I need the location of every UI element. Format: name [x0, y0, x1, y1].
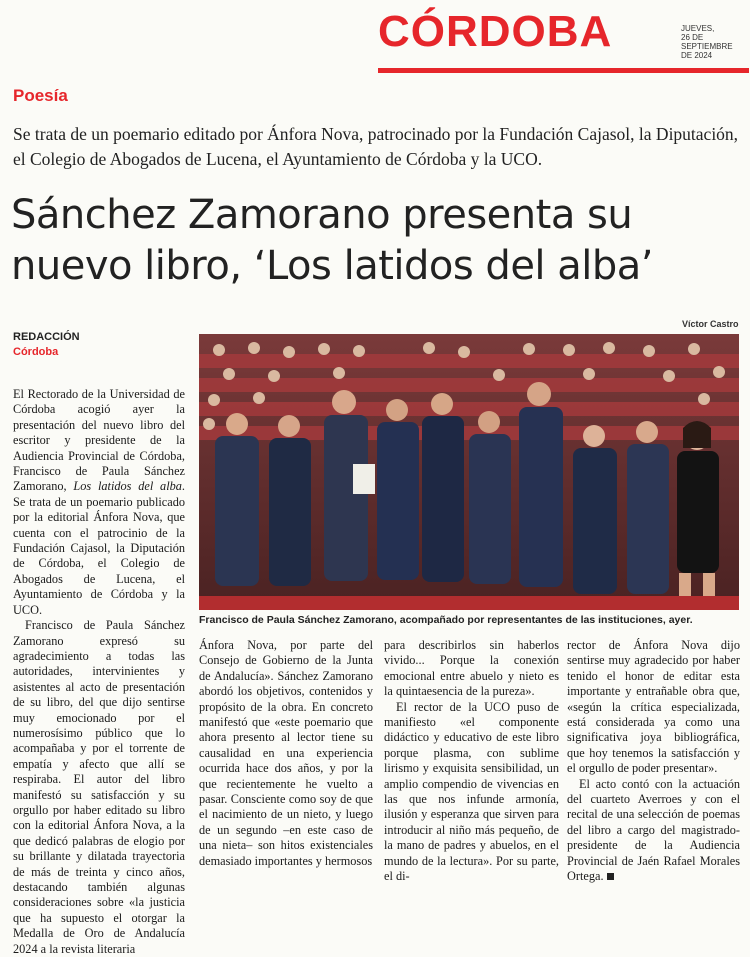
group-photo-illustration — [199, 334, 739, 610]
person-7 — [519, 382, 563, 587]
date-day-month: 26 DE SEPTIEMBRE — [681, 33, 733, 51]
headline — [11, 190, 741, 292]
person-9 — [627, 421, 669, 594]
body-text: El Rectorado de la Universidad de Córdoba acogió ayer la presentación del nuevo libro del escritor y presidente de la Audiencia Provincial de Córdoba, Francisco de Paula Sánchez Zamorano, — [13, 387, 185, 494]
person-1 — [215, 413, 259, 586]
section-label: Poesía — [13, 86, 68, 105]
article-photo — [199, 334, 739, 610]
masthead-title: CÓRDOBA — [378, 7, 613, 56]
book-title: Los latidos del alba — [73, 479, 182, 494]
body-text: El acto contó con la actuación del cuarteto Averroes y con el recital de una selección de poemas del libro a cargo del magistrado-presidente de la Audiencia Provincial de Jaén Rafael Morales Ortega. — [567, 776, 740, 884]
byline-city: Córdoba — [13, 346, 59, 358]
person-5 — [422, 393, 464, 582]
masthead-date — [681, 24, 747, 60]
body-paragraph — [567, 777, 740, 885]
body-paragraph: Francisco de Paula Sánchez Zamorano expresó su agradecimiento a todas las autoridades, intervinientes y asistentes al acto de presentación de su libro, del que dijo sentirse muy emocionado por el numerosísimo público que lo acompañaba y por el torrente de empatía y afecto que allí se respiraba. El autor del libro manifestó su satisfacción y su orgullo por haber editado su libro con la editorial Ánfora Nova, a la que dedicó palabras de elogio por su brillante y dilatada trayectoria de más de treinta y cinco años, destacando también algunas consideraciones sobre «la justicia que ha supuesto el otorgar la Medalla de Oro de Andalucía 2024 a la revista literaria — [13, 618, 185, 956]
end-of-article-mark — [607, 873, 614, 880]
photo-credit: Víctor Castro — [682, 319, 739, 329]
body-paragraph — [13, 387, 185, 618]
date-year: DE 2024 — [681, 51, 713, 60]
body-column-3 — [384, 638, 559, 885]
deck: Se trata de un poemario editado por Ánfora Nova, patrocinado por la Fundación Cajasol, la Diputación, el Colegio de Abogados de Lucena, el Ayuntamiento de Córdoba y la UCO. — [13, 124, 739, 169]
date-weekday: JUEVES, — [681, 24, 715, 33]
body-paragraph: rector de Ánfora Nova dijo sentirse muy agradecido por haber tenido el honor de editar esta importante y entrañable obra que, «según la crítica especializada, está considerada ya como una significativa joya bibliográfica, que hoy tenemos la satisfacción y el orgullo de poder presentar». — [567, 638, 740, 776]
headline-line-1: Sánchez Zamorano presenta su — [11, 192, 633, 238]
person-6 — [469, 411, 511, 584]
person-4 — [377, 399, 419, 580]
body-column-4 — [567, 638, 740, 885]
headline-line-2: nuevo libro, ‘Los latidos del alba’ — [11, 243, 653, 289]
body-column-1 — [13, 387, 185, 957]
person-2 — [269, 415, 311, 586]
body-column-2 — [199, 638, 373, 869]
masthead-rule — [378, 68, 749, 73]
person-8 — [573, 425, 617, 594]
photo-caption: Francisco de Paula Sánchez Zamorano, acompañado por representantes de las instituciones, ayer. — [199, 614, 693, 626]
body-text: . Se trata de un poemario publicado por la editorial Ánfora Nova, que cuenta con el patrocinio de la Fundación Cajasol, la Diputación de Córdoba, el Colegio de Abogados de Lucena, el Ayuntamiento de Córdoba y la UCO. — [13, 479, 185, 617]
body-paragraph: Ánfora Nova, por parte del Consejo de Gobierno de la Junta de Andalucía». Sánchez Zamorano abordó los objetivos, contenidos y propósito de la obra. En concreto manifestó que «este poemario que ahora presento al lector tiene su causalidad en una experiencia ocurrida hace dos años, y por la que recientemente he vuelto a pasar. Consciente como soy de que el nacimiento de un nieto, y luego de un segundo –en este caso de una nieta– son hitos existenciales demasiado importantes y hermosos — [199, 638, 373, 868]
body-paragraph: para describirlos sin haberlos vivido... Porque la conexión emocional entre abuelo y nieto es la quintaesencia de la pureza». — [384, 638, 559, 699]
byline-name: REDACCIÓN — [13, 331, 80, 343]
body-paragraph: El rector de la UCO puso de manifiesto «el componente didáctico y educativo de este libro porque plasma, con sublime lirismo y exquisita sensibilidad, un amplio compendio de vivencias en las que nos infunde armonía, ilusión y esperanza que sirven para introducir al niño más pequeño, de la mano de padres y abuelos, en el mundo de la lectura». Por su parte, el di- — [384, 699, 559, 884]
